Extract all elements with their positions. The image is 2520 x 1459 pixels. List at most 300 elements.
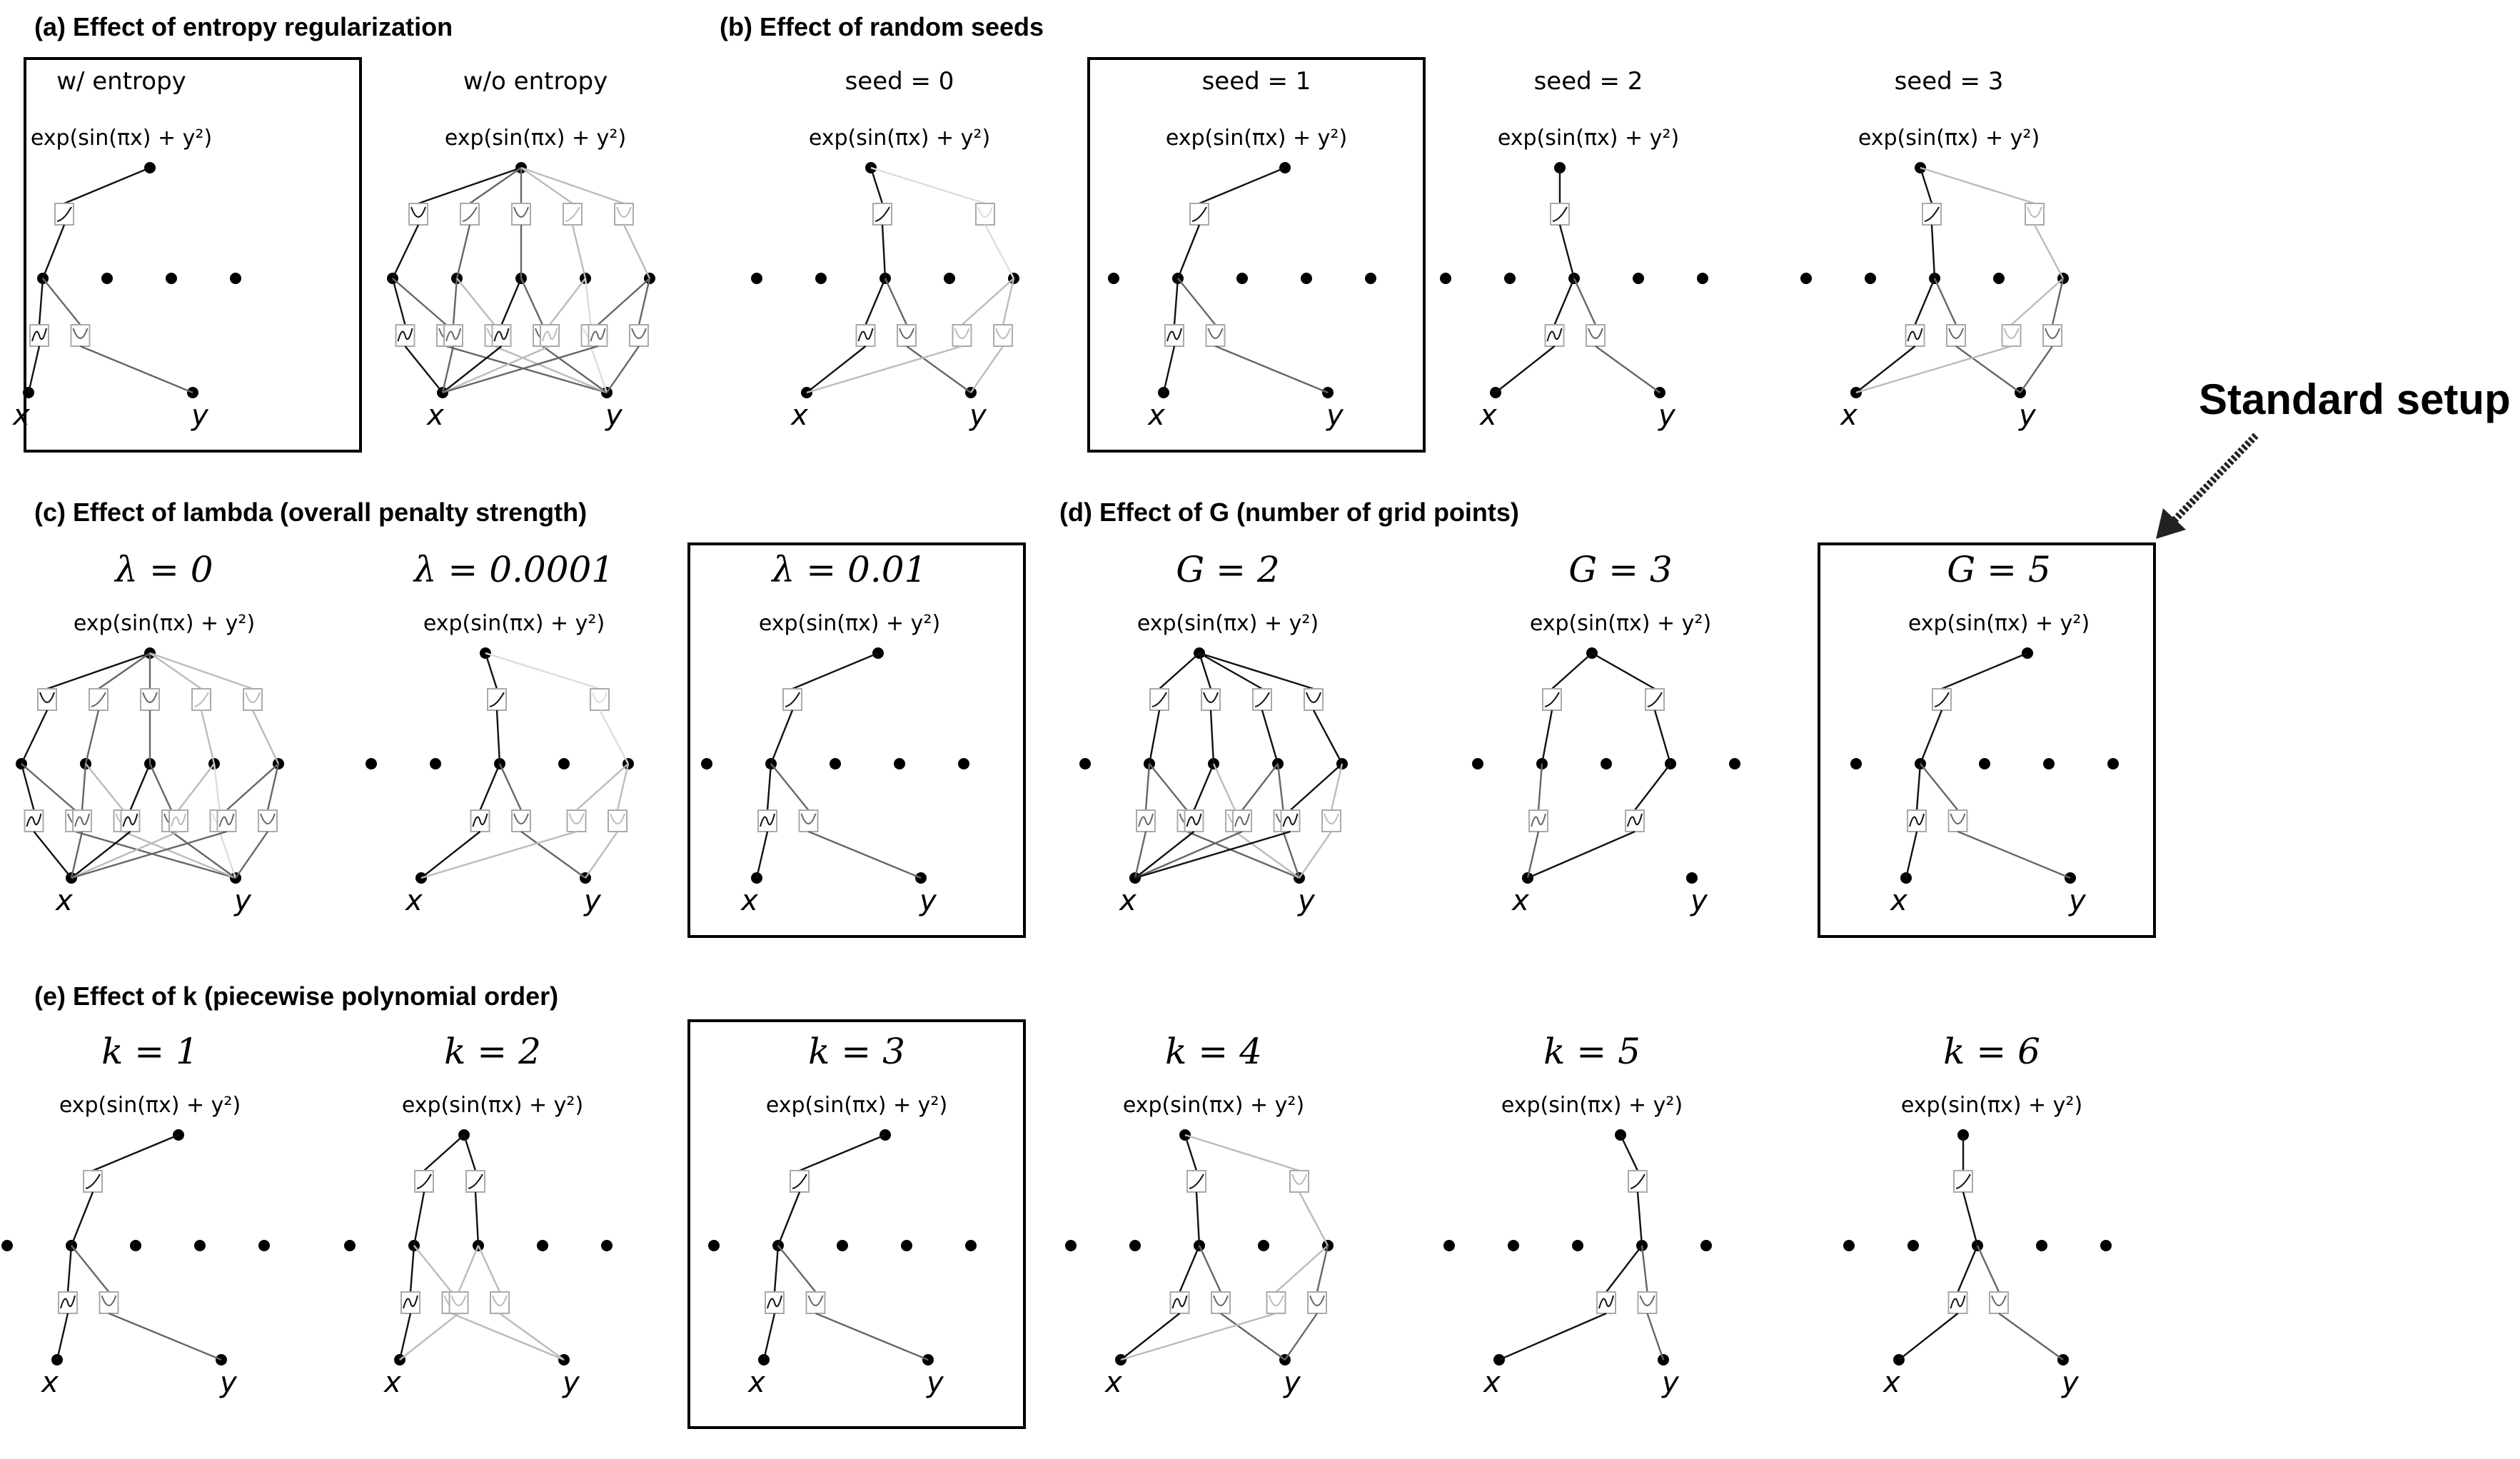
hidden-node xyxy=(366,758,377,769)
hidden-node xyxy=(944,273,955,284)
input-label-x: x xyxy=(41,1366,59,1399)
input-label-y: y xyxy=(2062,1366,2079,1399)
hidden-node xyxy=(130,1240,141,1251)
edge xyxy=(86,710,99,764)
edge xyxy=(985,225,1014,278)
edge xyxy=(1958,1246,1978,1292)
activation-box xyxy=(1308,1292,1326,1313)
hidden-node xyxy=(965,1240,977,1251)
hidden-node xyxy=(1800,273,1812,284)
edge xyxy=(457,278,495,325)
edge xyxy=(1214,764,1235,810)
edge xyxy=(618,764,628,810)
edge xyxy=(1178,278,1216,325)
panel-label: k = 6 xyxy=(1943,1031,2040,1072)
input-label-x: x xyxy=(1480,399,1497,432)
formula-label: exp(sin(πx) + y²) xyxy=(1529,611,1712,636)
panel-label: seed = 1 xyxy=(1201,67,1311,96)
input-node-y xyxy=(1686,872,1698,884)
edge xyxy=(1920,168,2035,203)
input-label-x: x xyxy=(1840,399,1858,432)
standard-setup-callout: Standard setup xyxy=(2199,375,2511,423)
input-label-y: y xyxy=(927,1366,944,1399)
formula-label: exp(sin(πx) + y²) xyxy=(1165,126,1348,151)
edge xyxy=(1648,1313,1664,1360)
panel-b1 xyxy=(1089,59,1424,451)
edge xyxy=(1496,346,1555,393)
edge xyxy=(1135,832,1242,878)
edge xyxy=(792,653,878,689)
edge xyxy=(131,764,151,810)
activation-box xyxy=(976,203,994,225)
section-a-title: (a) Effect of entropy regularization xyxy=(34,12,453,41)
activation-box xyxy=(1949,810,1967,832)
activation-box xyxy=(258,810,277,832)
input-label-y: y xyxy=(1284,1366,1301,1399)
edge xyxy=(1635,764,1670,810)
input-label-y: y xyxy=(2019,399,2036,432)
hidden-node xyxy=(166,273,177,284)
activation-box xyxy=(590,689,609,710)
edge xyxy=(478,1246,500,1292)
edge xyxy=(1542,710,1552,764)
edge xyxy=(21,764,34,810)
edge xyxy=(1291,764,1343,810)
activation-box xyxy=(38,689,56,710)
activation-box xyxy=(490,1292,509,1313)
edge xyxy=(2035,225,2063,278)
edge xyxy=(1299,832,1331,878)
activation-box xyxy=(450,1292,468,1313)
edge xyxy=(86,764,124,810)
section-b-title: (b) Effect of random seeds xyxy=(720,12,1044,41)
edge xyxy=(424,1135,464,1171)
edge xyxy=(414,1192,424,1246)
edge xyxy=(109,1313,222,1360)
hidden-node xyxy=(1236,273,1248,284)
edge xyxy=(1187,832,1300,878)
hidden-node xyxy=(894,758,905,769)
edge xyxy=(418,168,521,203)
edge xyxy=(1242,764,1278,810)
panel-e5 xyxy=(1443,1031,1712,1399)
input-label-x: x xyxy=(1105,1366,1122,1399)
edge xyxy=(475,1192,478,1246)
edge xyxy=(866,278,886,325)
hidden-node xyxy=(1700,1240,1712,1251)
edge xyxy=(1915,278,1935,325)
section-c-title: (c) Effect of lambda (overall penalty strength) xyxy=(34,498,588,527)
panel-label: λ = 0.0001 xyxy=(413,549,615,590)
activation-box xyxy=(409,203,428,225)
edge xyxy=(485,653,497,689)
formula-label: exp(sin(πx) + y²) xyxy=(1907,611,2090,636)
input-label-x: x xyxy=(384,1366,401,1399)
input-label-y: y xyxy=(584,884,601,917)
edge xyxy=(236,832,268,878)
edge xyxy=(1199,1246,1221,1292)
edge xyxy=(485,653,600,689)
panel-label: k = 1 xyxy=(101,1031,198,1072)
activation-box xyxy=(807,1292,825,1313)
edge xyxy=(1963,1192,1977,1246)
activation-box xyxy=(994,325,1012,346)
edge xyxy=(1174,278,1178,325)
edge xyxy=(767,764,771,810)
input-label-y: y xyxy=(969,399,987,432)
hidden-node xyxy=(1697,273,1708,284)
edge xyxy=(253,710,278,764)
edge xyxy=(43,225,64,278)
edge xyxy=(34,832,72,878)
edge xyxy=(57,1313,68,1360)
hidden-node xyxy=(258,1240,270,1251)
hidden-node xyxy=(2107,758,2119,769)
hidden-node xyxy=(830,758,841,769)
formula-label: exp(sin(πx) + y²) xyxy=(1501,1093,1683,1118)
edge xyxy=(577,764,629,810)
hidden-node xyxy=(1,1240,13,1251)
input-label-x: x xyxy=(748,1366,765,1399)
hidden-node xyxy=(1850,758,1862,769)
edge xyxy=(775,1246,778,1292)
hidden-node xyxy=(901,1240,912,1251)
activation-box xyxy=(568,810,586,832)
panel-c1 xyxy=(366,549,634,917)
panel-label: λ = 0.01 xyxy=(772,549,927,590)
input-label-y: y xyxy=(220,1366,237,1399)
hidden-node xyxy=(837,1240,848,1251)
hidden-node xyxy=(537,1240,548,1251)
edge xyxy=(178,764,214,810)
hidden-node xyxy=(1504,273,1516,284)
edge xyxy=(1642,1246,1648,1292)
formula-label: exp(sin(πx) + y²) xyxy=(59,1093,241,1118)
edge xyxy=(816,1313,929,1360)
edge xyxy=(1942,653,2027,689)
edge xyxy=(150,764,171,810)
activation-box xyxy=(512,810,530,832)
input-label-x: x xyxy=(1148,399,1165,432)
activation-box xyxy=(512,203,530,225)
edge xyxy=(1606,1246,1642,1292)
activation-box xyxy=(1206,325,1225,346)
edge xyxy=(871,168,882,203)
formula-label: exp(sin(πx) + y²) xyxy=(423,611,605,636)
formula-label: exp(sin(πx) + y²) xyxy=(30,126,213,151)
section-e-title: (e) Effect of k (piecewise polynomial order) xyxy=(34,981,559,1011)
panel-label: k = 4 xyxy=(1165,1031,1262,1072)
input-label-x: x xyxy=(427,399,444,432)
input-label-x: x xyxy=(1890,884,1907,917)
edge xyxy=(99,653,150,689)
panel-label: seed = 2 xyxy=(1533,67,1643,96)
edge xyxy=(495,346,608,393)
arrow-shaft xyxy=(2170,435,2256,525)
highlight-frame xyxy=(689,544,1024,937)
edge xyxy=(1920,764,1958,810)
activation-box xyxy=(608,810,627,832)
activation-box xyxy=(1267,1292,1286,1313)
edge xyxy=(809,832,922,878)
edge xyxy=(47,653,150,689)
panel-a1 xyxy=(0,59,361,451)
activation-box xyxy=(1586,325,1605,346)
input-label-y: y xyxy=(191,399,208,432)
hidden-node xyxy=(1572,1240,1583,1251)
panel-a2 xyxy=(387,67,655,432)
edge xyxy=(81,346,193,393)
edge xyxy=(1180,1246,1200,1292)
hidden-node xyxy=(1993,273,2005,284)
hidden-node xyxy=(430,758,441,769)
input-label-x: x xyxy=(13,399,30,432)
hidden-node xyxy=(1843,1240,1855,1251)
formula-label: exp(sin(πx) + y²) xyxy=(73,611,256,636)
input-label-y: y xyxy=(1298,884,1315,917)
hidden-node xyxy=(1443,1240,1455,1251)
formula-label: exp(sin(πx) + y²) xyxy=(1900,1093,2083,1118)
hidden-node xyxy=(1108,273,1119,284)
edge xyxy=(459,1246,479,1292)
edge xyxy=(771,764,809,810)
panel-label: G = 5 xyxy=(1947,549,2051,590)
edge xyxy=(1552,653,1592,689)
edge xyxy=(1331,764,1342,810)
edge xyxy=(2020,346,2052,393)
formula-label: exp(sin(πx) + y²) xyxy=(1497,126,1680,151)
edge xyxy=(1299,1192,1328,1246)
edge xyxy=(21,764,75,810)
edge xyxy=(1899,1313,1958,1360)
activation-box xyxy=(615,203,633,225)
edge xyxy=(521,168,573,203)
panel-label: seed = 0 xyxy=(845,67,954,96)
hidden-node xyxy=(1472,758,1483,769)
hidden-node xyxy=(1079,758,1091,769)
edge xyxy=(43,278,81,325)
activation-box xyxy=(1211,1292,1230,1313)
edge xyxy=(1211,710,1214,764)
edge xyxy=(1621,1135,1638,1171)
input-label-x: x xyxy=(1883,1366,1900,1399)
edge xyxy=(882,225,885,278)
formula-label: exp(sin(πx) + y²) xyxy=(1122,1093,1305,1118)
hidden-node xyxy=(701,758,712,769)
edge xyxy=(21,710,47,764)
edge xyxy=(521,168,624,203)
edge xyxy=(410,1246,414,1292)
edge xyxy=(521,278,543,325)
edge xyxy=(624,225,650,278)
edge xyxy=(1216,346,1329,393)
edge xyxy=(443,346,550,393)
input-label-y: y xyxy=(919,884,937,917)
edge xyxy=(2012,278,2064,325)
input-label-y: y xyxy=(1662,1366,1679,1399)
edge xyxy=(1538,764,1542,810)
edge xyxy=(550,278,585,325)
input-label-x: x xyxy=(741,884,758,917)
edge xyxy=(150,653,201,689)
edge xyxy=(639,278,650,325)
edge xyxy=(764,1313,775,1360)
panel-c0 xyxy=(16,549,284,917)
input-label-y: y xyxy=(2069,884,2086,917)
edge xyxy=(1159,653,1199,689)
edge xyxy=(1560,225,1574,278)
input-label-y: y xyxy=(1326,399,1344,432)
activation-box xyxy=(141,689,159,710)
edge xyxy=(607,346,639,393)
formula-label: exp(sin(πx) + y²) xyxy=(808,126,991,151)
edge xyxy=(1196,1192,1199,1246)
panel-label: G = 3 xyxy=(1568,549,1673,590)
highlight-frame xyxy=(1089,59,1424,451)
edge xyxy=(1592,653,1655,689)
activation-box xyxy=(953,325,972,346)
edge xyxy=(1185,1135,1196,1171)
edge xyxy=(93,1135,178,1171)
edge xyxy=(124,832,236,878)
callout-arrow xyxy=(2156,435,2256,539)
activation-box xyxy=(1201,689,1220,710)
hidden-node xyxy=(2036,1240,2047,1251)
edge xyxy=(39,278,43,325)
panel-e4 xyxy=(1065,1031,1334,1399)
edge xyxy=(1178,225,1199,278)
edge xyxy=(421,832,480,878)
activation-box xyxy=(1290,1171,1309,1192)
panel-label: w/ entropy xyxy=(56,67,186,96)
activation-box xyxy=(1304,689,1323,710)
edge xyxy=(1164,346,1174,393)
edge xyxy=(1003,278,1014,325)
panel-c2 xyxy=(689,544,1024,937)
panel-e1 xyxy=(1,1031,270,1399)
hidden-node xyxy=(1729,758,1740,769)
edge xyxy=(82,764,86,810)
hidden-node xyxy=(1258,1240,1269,1251)
edge xyxy=(1314,710,1342,764)
edge xyxy=(1906,832,1917,878)
activation-box xyxy=(2002,325,2021,346)
edge xyxy=(1149,764,1187,810)
edge xyxy=(214,764,220,810)
formula-label: exp(sin(πx) + y²) xyxy=(444,126,627,151)
activation-box xyxy=(2025,203,2044,225)
input-label-x: x xyxy=(405,884,423,917)
hidden-node xyxy=(1440,273,1451,284)
panel-b0 xyxy=(751,67,1019,432)
activation-box xyxy=(897,325,916,346)
edge xyxy=(885,278,907,325)
hidden-node xyxy=(194,1240,206,1251)
panel-label: k = 5 xyxy=(1543,1031,1640,1072)
edge xyxy=(457,225,470,278)
panel-label: λ = 0 xyxy=(115,549,213,590)
edge xyxy=(446,346,607,393)
edge xyxy=(268,764,278,810)
edge xyxy=(1638,1192,1642,1246)
edge xyxy=(778,1192,800,1246)
edge xyxy=(1917,764,1920,810)
edge xyxy=(591,346,608,393)
edge xyxy=(201,710,214,764)
edge xyxy=(470,168,521,203)
activation-box xyxy=(2043,325,2062,346)
hidden-node xyxy=(2100,1240,2112,1251)
edge xyxy=(1932,225,1935,278)
hidden-node xyxy=(1633,273,1644,284)
input-label-x: x xyxy=(56,884,73,917)
edge xyxy=(1121,1313,1180,1360)
hidden-node xyxy=(230,273,241,284)
edge xyxy=(71,1246,109,1292)
edge xyxy=(871,168,985,203)
panel-d1 xyxy=(1472,549,1740,917)
panel-d2 xyxy=(1819,544,2154,937)
panel-label: w/o entropy xyxy=(463,67,608,96)
hidden-node xyxy=(1508,1240,1519,1251)
edge xyxy=(962,278,1014,325)
edge xyxy=(1555,278,1575,325)
input-label-y: y xyxy=(1658,399,1675,432)
edge xyxy=(497,710,500,764)
formula-label: exp(sin(πx) + y²) xyxy=(758,611,941,636)
highlight-frame xyxy=(689,1021,1024,1428)
panel-label: k = 3 xyxy=(808,1031,905,1072)
hidden-node xyxy=(815,273,827,284)
edge xyxy=(800,1135,885,1171)
edge xyxy=(1655,710,1670,764)
edge xyxy=(1199,168,1285,203)
edge xyxy=(771,710,792,764)
hidden-node xyxy=(708,1240,720,1251)
edge xyxy=(1262,710,1278,764)
hidden-node xyxy=(1301,273,1312,284)
edge xyxy=(1185,1135,1299,1171)
hidden-node xyxy=(2043,758,2055,769)
activation-box xyxy=(1990,1292,2008,1313)
edge xyxy=(1920,710,1942,764)
edge xyxy=(1194,764,1214,810)
edge xyxy=(1977,1246,1999,1292)
hidden-node xyxy=(1907,1240,1919,1251)
edge xyxy=(464,1135,475,1171)
panel-e6 xyxy=(1843,1031,2112,1399)
activation-box xyxy=(1947,325,1965,346)
panel-e2 xyxy=(344,1031,613,1399)
edge xyxy=(585,278,591,325)
hidden-node xyxy=(558,758,570,769)
edge xyxy=(453,278,457,325)
edge xyxy=(600,710,628,764)
edge xyxy=(405,346,443,393)
edge xyxy=(29,346,39,393)
edge xyxy=(807,346,866,393)
edge xyxy=(393,225,418,278)
edge xyxy=(757,832,767,878)
edge xyxy=(220,832,236,878)
activation-box xyxy=(630,325,648,346)
panels-group xyxy=(0,59,2256,1428)
edge xyxy=(75,832,236,878)
edge xyxy=(1574,278,1596,325)
input-label-y: y xyxy=(605,399,623,432)
edge xyxy=(502,278,522,325)
hidden-node xyxy=(1129,1240,1141,1251)
